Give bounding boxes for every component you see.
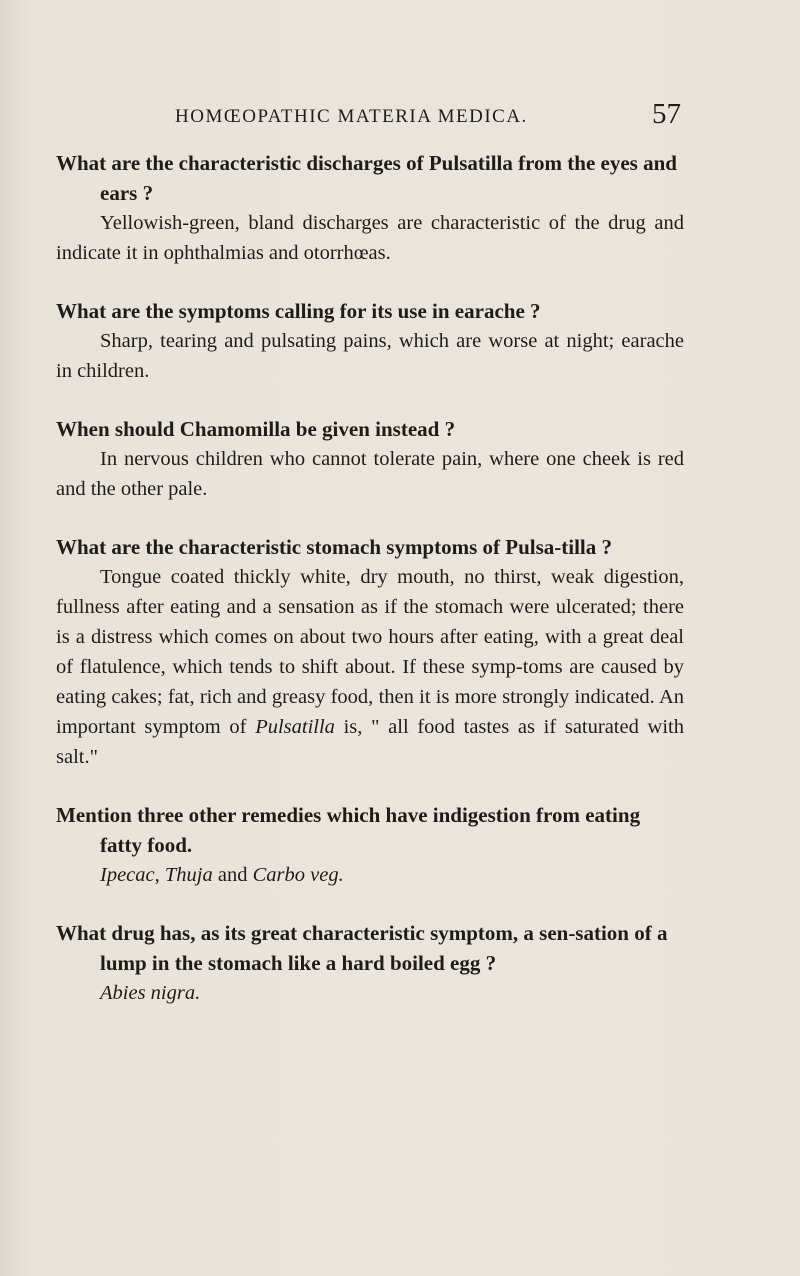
answer (56, 860, 684, 890)
remedy-name: Carbo veg. (252, 864, 344, 886)
qa-block (56, 414, 684, 504)
remedy-name: Ipecac (100, 864, 155, 886)
answer (56, 978, 684, 1008)
remedy-name: Pulsatilla (255, 716, 335, 738)
question: What are the symptoms calling for its use in earache ? (56, 299, 541, 323)
answer (56, 562, 684, 772)
qa-block (56, 148, 684, 268)
page-body (56, 148, 684, 1008)
answer: Yellowish-green, bland discharges are characteristic of the drug and indicate it in ophthalmias and otorrhœas. (56, 212, 684, 264)
running-title: HOMŒOPATHIC MATERIA MEDICA. (175, 106, 528, 127)
qa-block (56, 800, 684, 890)
page-header (0, 98, 800, 138)
answer: Sharp, tearing and pulsating pains, which are worse at night; earache in children. (56, 330, 684, 382)
page-number: 57 (652, 98, 681, 130)
question: Mention three other remedies which have indigestion from eating fatty food. (56, 803, 641, 857)
qa-block (56, 532, 684, 772)
remedy-name: Abies nigra. (100, 982, 201, 1004)
question: What are the characteristic discharges of Pulsatilla from the eyes and ears ? (56, 151, 677, 205)
remedy-name: Thuja (164, 864, 213, 886)
answer-text: Tongue coated thickly white, dry mouth, no thirst, weak digestion, fullness after eating and a sensation as if the stomach were ulcerated; there is a distress which comes on about two hours after eating, with a great deal of flatulence, which tends to shift about. If these symp-toms are caused by eating cakes; fat, rich and greasy food, then it is more strongly indicated. An important symptom of (56, 566, 684, 738)
separator: , (154, 864, 165, 886)
answer-text: is, " all food tastes as if saturated with salt." (56, 716, 684, 768)
separator: and (212, 864, 253, 886)
qa-block (56, 918, 684, 1008)
question: What drug has, as its great characteristic symptom, a sen-sation of a lump in the stomach like a hard boiled egg ? (56, 921, 668, 975)
qa-block (56, 296, 684, 386)
answer: In nervous children who cannot tolerate pain, where one cheek is red and the other pale. (56, 448, 684, 500)
question: When should Chamomilla be given instead ? (56, 417, 456, 441)
question: What are the characteristic stomach symptoms of Pulsa-tilla ? (56, 535, 613, 559)
